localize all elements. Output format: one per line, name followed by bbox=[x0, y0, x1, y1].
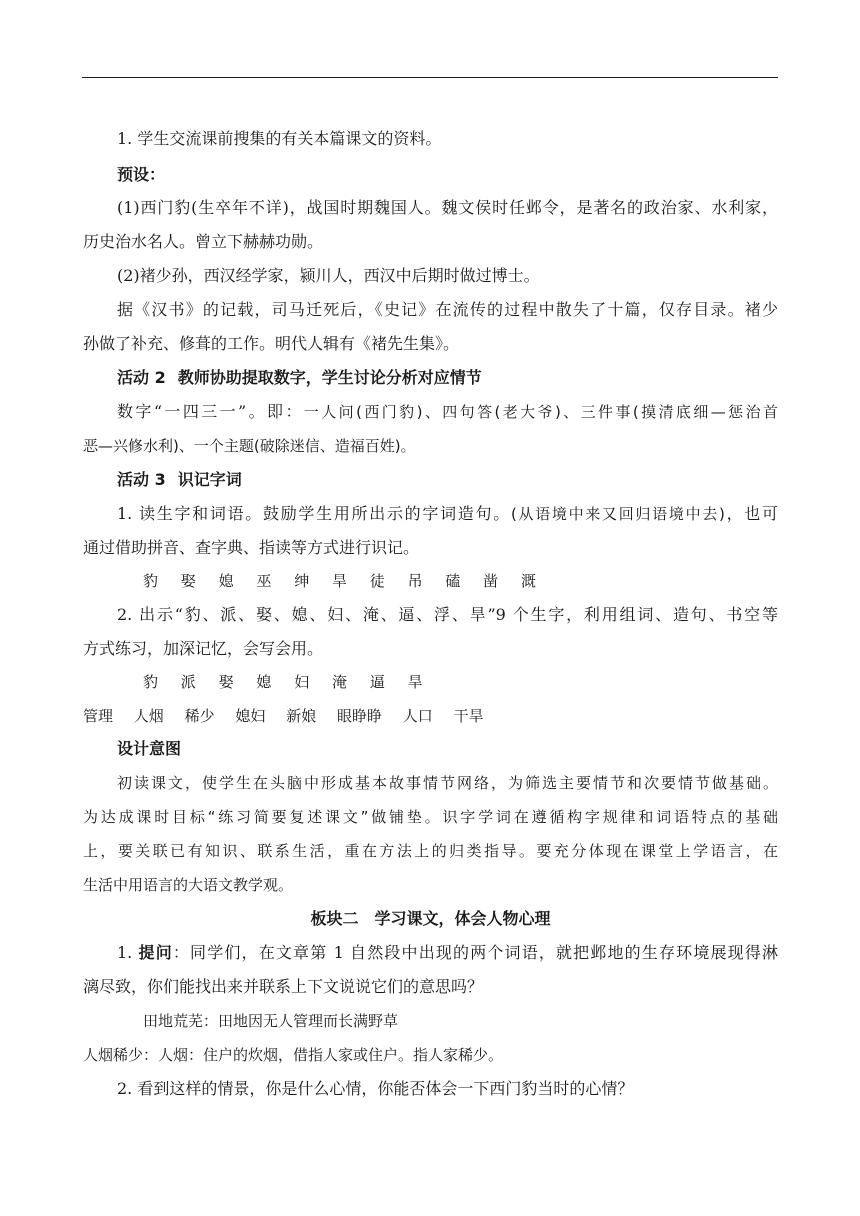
char-row-1 bbox=[143, 570, 554, 592]
para-chu-shaosun: (2)褚少孙，西汉经学家，颍川人，西汉中后期时做过博士。 bbox=[117, 266, 540, 285]
para-question-cont: 漓尽致，你们能找出来并联系上下文说说它们的意思吗？ bbox=[83, 977, 484, 996]
char-item: 媳 bbox=[256, 673, 272, 691]
para-read-chars-cont: 通过借助拼音、查字典、指读等方式进行识记。 bbox=[83, 538, 420, 557]
para-ximen-bao-cont: 历史治水名人。曾立下赫赫功勋。 bbox=[83, 232, 324, 251]
read-chars-note: (从语境中来又回归语境中去) bbox=[510, 505, 725, 523]
preset-heading: 预设： bbox=[117, 165, 166, 184]
activity-2-heading bbox=[83, 367, 482, 389]
para-collect-info: 1. 学生交流课前搜集的有关本篇课文的资料。 bbox=[117, 129, 442, 148]
activity-3-title: 识记字词 bbox=[177, 470, 242, 489]
activity-3-heading bbox=[83, 469, 242, 491]
char-item: 媳 bbox=[218, 572, 234, 590]
char-item: 娶 bbox=[180, 572, 196, 590]
word-item: 管理 bbox=[83, 707, 114, 725]
word-row bbox=[83, 705, 500, 727]
char-row-2 bbox=[143, 671, 441, 693]
char-item: 豹 bbox=[143, 572, 159, 590]
word-item: 干旱 bbox=[453, 707, 484, 725]
para-read-chars bbox=[83, 503, 778, 525]
activity-3-label: 活动 3 bbox=[117, 470, 166, 489]
char-item: 绅 bbox=[294, 572, 310, 590]
char-item: 淹 bbox=[331, 673, 347, 691]
para-show-chars: 2. 出示“豹、派、娶、媳、妇、淹、逼、浮、旱”9 个生字，利用组词、造句、书空等 bbox=[117, 605, 778, 624]
para-design-1: 初读课文，使学生在头脑中形成基本故事情节网络，为筛选主要情节和次要情节做基础。 bbox=[117, 774, 778, 792]
design-intent-heading: 设计意图 bbox=[117, 739, 182, 758]
activity-2-title: 教师协助提取数字，学生讨论分析对应情节 bbox=[177, 368, 482, 387]
para-show-chars-cont: 方式练习，加深记忆，会写会用。 bbox=[83, 639, 324, 658]
char-item: 巫 bbox=[256, 572, 272, 590]
para-ximen-bao: (1)西门豹(生卒年不详)，战国时期魏国人。魏文侯时任邺令，是著名的政治家、水利家， bbox=[117, 198, 778, 217]
numbers-intro: 数字“一四三一”。即： bbox=[117, 402, 304, 421]
para-numbers bbox=[83, 401, 778, 423]
char-item: 旱 bbox=[331, 572, 347, 590]
term-tiandi-huangwu: 田地荒芜：田地因无人管理而长满野草 bbox=[143, 1012, 399, 1030]
question-num: 1. bbox=[117, 943, 139, 962]
numbers-detail: 一人问(西门豹)、四句答(老大爷)、三件事(摸清底细—惩治首 bbox=[303, 403, 778, 421]
char-item: 溉 bbox=[520, 572, 536, 590]
char-item: 娶 bbox=[218, 673, 234, 691]
para-hanshu-cont: 孙做了补充、修葺的工作。明代人辑有《褚先生集》。 bbox=[83, 334, 460, 353]
para-question bbox=[83, 942, 778, 964]
char-item: 妇 bbox=[294, 673, 310, 691]
section-2-title: 板块二 学习课文，体会人物心理 bbox=[310, 909, 551, 928]
para-design-2: 为达成课时目标“练习简要复述课文”做铺垫。识字学词在遵循构字规律和词语特点的基础 bbox=[83, 808, 778, 826]
question-label: 提问 bbox=[138, 943, 173, 962]
para-feeling: 2. 看到这样的情景，你是什么心情，你能否体会一下西门豹当时的心情？ bbox=[117, 1079, 634, 1098]
header-rule bbox=[82, 77, 778, 78]
para-design-4: 生活中用语言的大语文教学观。 bbox=[83, 876, 294, 894]
read-chars-tail: ，也可 bbox=[724, 504, 778, 523]
para-design-3: 上，要关联已有知识、联系生活，重在方法上的归类指导。要充分体现在课堂上学语言，在 bbox=[83, 842, 778, 860]
char-item: 磕 bbox=[445, 572, 461, 590]
question-text: ：同学们，在文章第 1 自然段中出现的两个词语，就把邺地的生存环境展现得淋 bbox=[172, 943, 778, 962]
term-renyan-xishao: 人烟稀少：人烟：住户的炊烟，借指人家或住户。指人家稀少。 bbox=[83, 1046, 504, 1064]
word-item: 新娘 bbox=[286, 707, 317, 725]
word-item: 人口 bbox=[402, 707, 433, 725]
para-hanshu: 据《汉书》的记载，司马迁死后，《史记》在流传的过程中散失了十篇，仅存目录。褚少 bbox=[117, 300, 778, 319]
para-numbers-cont: 恶—兴修水利)、一个主题(破除迷信、造福百姓)。 bbox=[83, 437, 416, 455]
word-item: 稀少 bbox=[184, 707, 215, 725]
activity-2-label: 活动 2 bbox=[117, 368, 166, 387]
read-chars-main: 1. 读生字和词语。鼓励学生用所出示的字词造句。 bbox=[117, 504, 511, 523]
char-item: 逼 bbox=[369, 673, 385, 691]
char-item: 豹 bbox=[143, 673, 159, 691]
word-item: 眼睁睁 bbox=[336, 707, 382, 725]
char-item: 徒 bbox=[369, 572, 385, 590]
char-item: 派 bbox=[180, 673, 196, 691]
char-item: 凿 bbox=[483, 572, 499, 590]
word-item: 人烟 bbox=[133, 707, 164, 725]
char-item: 旱 bbox=[407, 673, 423, 691]
char-item: 吊 bbox=[407, 572, 423, 590]
word-item: 媳妇 bbox=[235, 707, 266, 725]
